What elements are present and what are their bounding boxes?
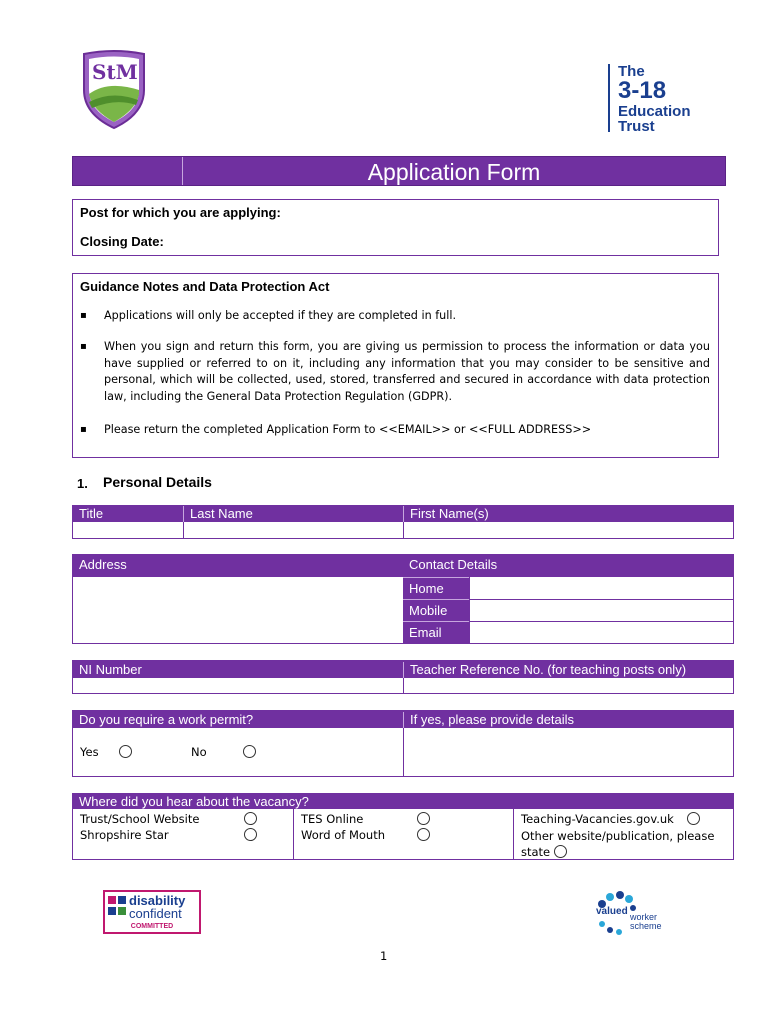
guidance-list — [80, 308, 710, 438]
home-phone-input[interactable] — [469, 577, 733, 599]
mobile-input[interactable] — [469, 599, 733, 621]
ni-number-input[interactable] — [73, 678, 403, 693]
trust-logo-line: The — [618, 63, 645, 80]
first-names-input[interactable] — [403, 522, 733, 538]
guidance-item: ▪ Applications will only be accepted if they are completed in full. — [80, 308, 710, 324]
trust-website-radio[interactable] — [244, 812, 257, 825]
address-table — [72, 554, 734, 644]
word-of-mouth-radio[interactable] — [417, 828, 430, 841]
valued-worker-scheme-logo — [592, 890, 672, 936]
last-name-input[interactable] — [183, 522, 403, 538]
shropshire-star-radio[interactable] — [244, 828, 257, 841]
tes-online-radio[interactable] — [417, 812, 430, 825]
disability-logo-line: COMMITTED — [130, 923, 174, 930]
form-title-bar — [72, 156, 726, 186]
vws-logo-line: valued — [596, 906, 628, 917]
address-header: Address — [73, 557, 403, 573]
closing-date-label: Closing Date: — [80, 234, 164, 249]
section-heading: Personal Details — [103, 474, 212, 490]
option-other: Other website/publication, please state — [521, 829, 715, 859]
section-number: 1. — [77, 476, 88, 491]
guidance-heading: Guidance Notes and Data Protection Act — [80, 279, 330, 294]
option-shropshire-star: Shropshire Star — [80, 828, 169, 842]
trust-logo-line: 3-18 — [618, 77, 667, 104]
yes-radio[interactable] — [119, 745, 132, 758]
last-name-header: Last Name — [183, 506, 403, 522]
email-input[interactable] — [469, 621, 733, 643]
name-table — [72, 505, 734, 539]
option-trust-website: Trust/School Website — [80, 812, 200, 826]
ni-number-header: NI Number — [73, 662, 403, 678]
guidance-item: ▪ When you sign and return this form, you are giving us permission to process the information or data you have supplied or referred to on it, including any information that you may consider to be sensitive and personal, which will be collected, used, stored, transferred and secured in accordance with data protection law, including the General Data Protection Regulation (GDPR). — [80, 339, 710, 405]
teacher-ref-header: Teacher Reference No. (for teaching posts only) — [403, 662, 733, 678]
school-initials: StM — [92, 60, 138, 84]
vws-logo-line: scheme — [630, 921, 662, 931]
no-label: No — [191, 745, 207, 759]
title-input[interactable] — [73, 522, 183, 538]
mobile-label: Mobile — [403, 599, 469, 621]
no-radio[interactable] — [243, 745, 256, 758]
vws-logo-line: worker — [630, 912, 658, 922]
disability-logo-line: disability — [129, 893, 186, 908]
work-permit-table — [72, 710, 734, 777]
page-number: 1 — [380, 949, 388, 963]
title-header: Title — [73, 506, 183, 522]
option-teaching-vacancies: Teaching-Vacancies.gov.uk — [521, 812, 674, 826]
disability-confident-logo — [103, 890, 201, 934]
trust-logo-line: Education — [618, 103, 691, 120]
option-tes-online: TES Online — [301, 812, 364, 826]
form-title: Application Form — [183, 157, 725, 185]
ni-table — [72, 660, 734, 694]
post-details-box — [72, 199, 719, 256]
teacher-ref-input[interactable] — [403, 678, 733, 693]
school-crest-logo — [78, 50, 150, 130]
guidance-item: ▪ Please return the completed Application Form to <<EMAIL>> or <<FULL ADDRESS>> — [80, 422, 710, 438]
yes-label: Yes — [80, 745, 99, 759]
first-names-header: First Name(s) — [403, 506, 733, 522]
option-word-of-mouth: Word of Mouth — [301, 828, 385, 842]
work-permit-header: Do you require a work permit? — [73, 712, 403, 728]
email-label: Email — [403, 621, 469, 643]
trust-logo — [608, 64, 718, 134]
if-yes-header: If yes, please provide details — [403, 712, 733, 728]
vacancy-table — [72, 793, 734, 860]
disability-logo-line: confident — [129, 906, 182, 921]
contact-header: Contact Details — [403, 557, 733, 573]
trust-logo-line: Trust — [618, 118, 655, 135]
home-label: Home — [403, 577, 469, 599]
vacancy-header: Where did you hear about the vacancy? — [73, 794, 733, 809]
address-input[interactable] — [73, 577, 403, 643]
teaching-vacancies-radio[interactable] — [687, 812, 700, 825]
post-label: Post for which you are applying: — [80, 205, 281, 220]
work-permit-details-input[interactable] — [403, 728, 733, 776]
other-radio[interactable] — [554, 845, 567, 858]
guidance-box — [72, 273, 719, 458]
